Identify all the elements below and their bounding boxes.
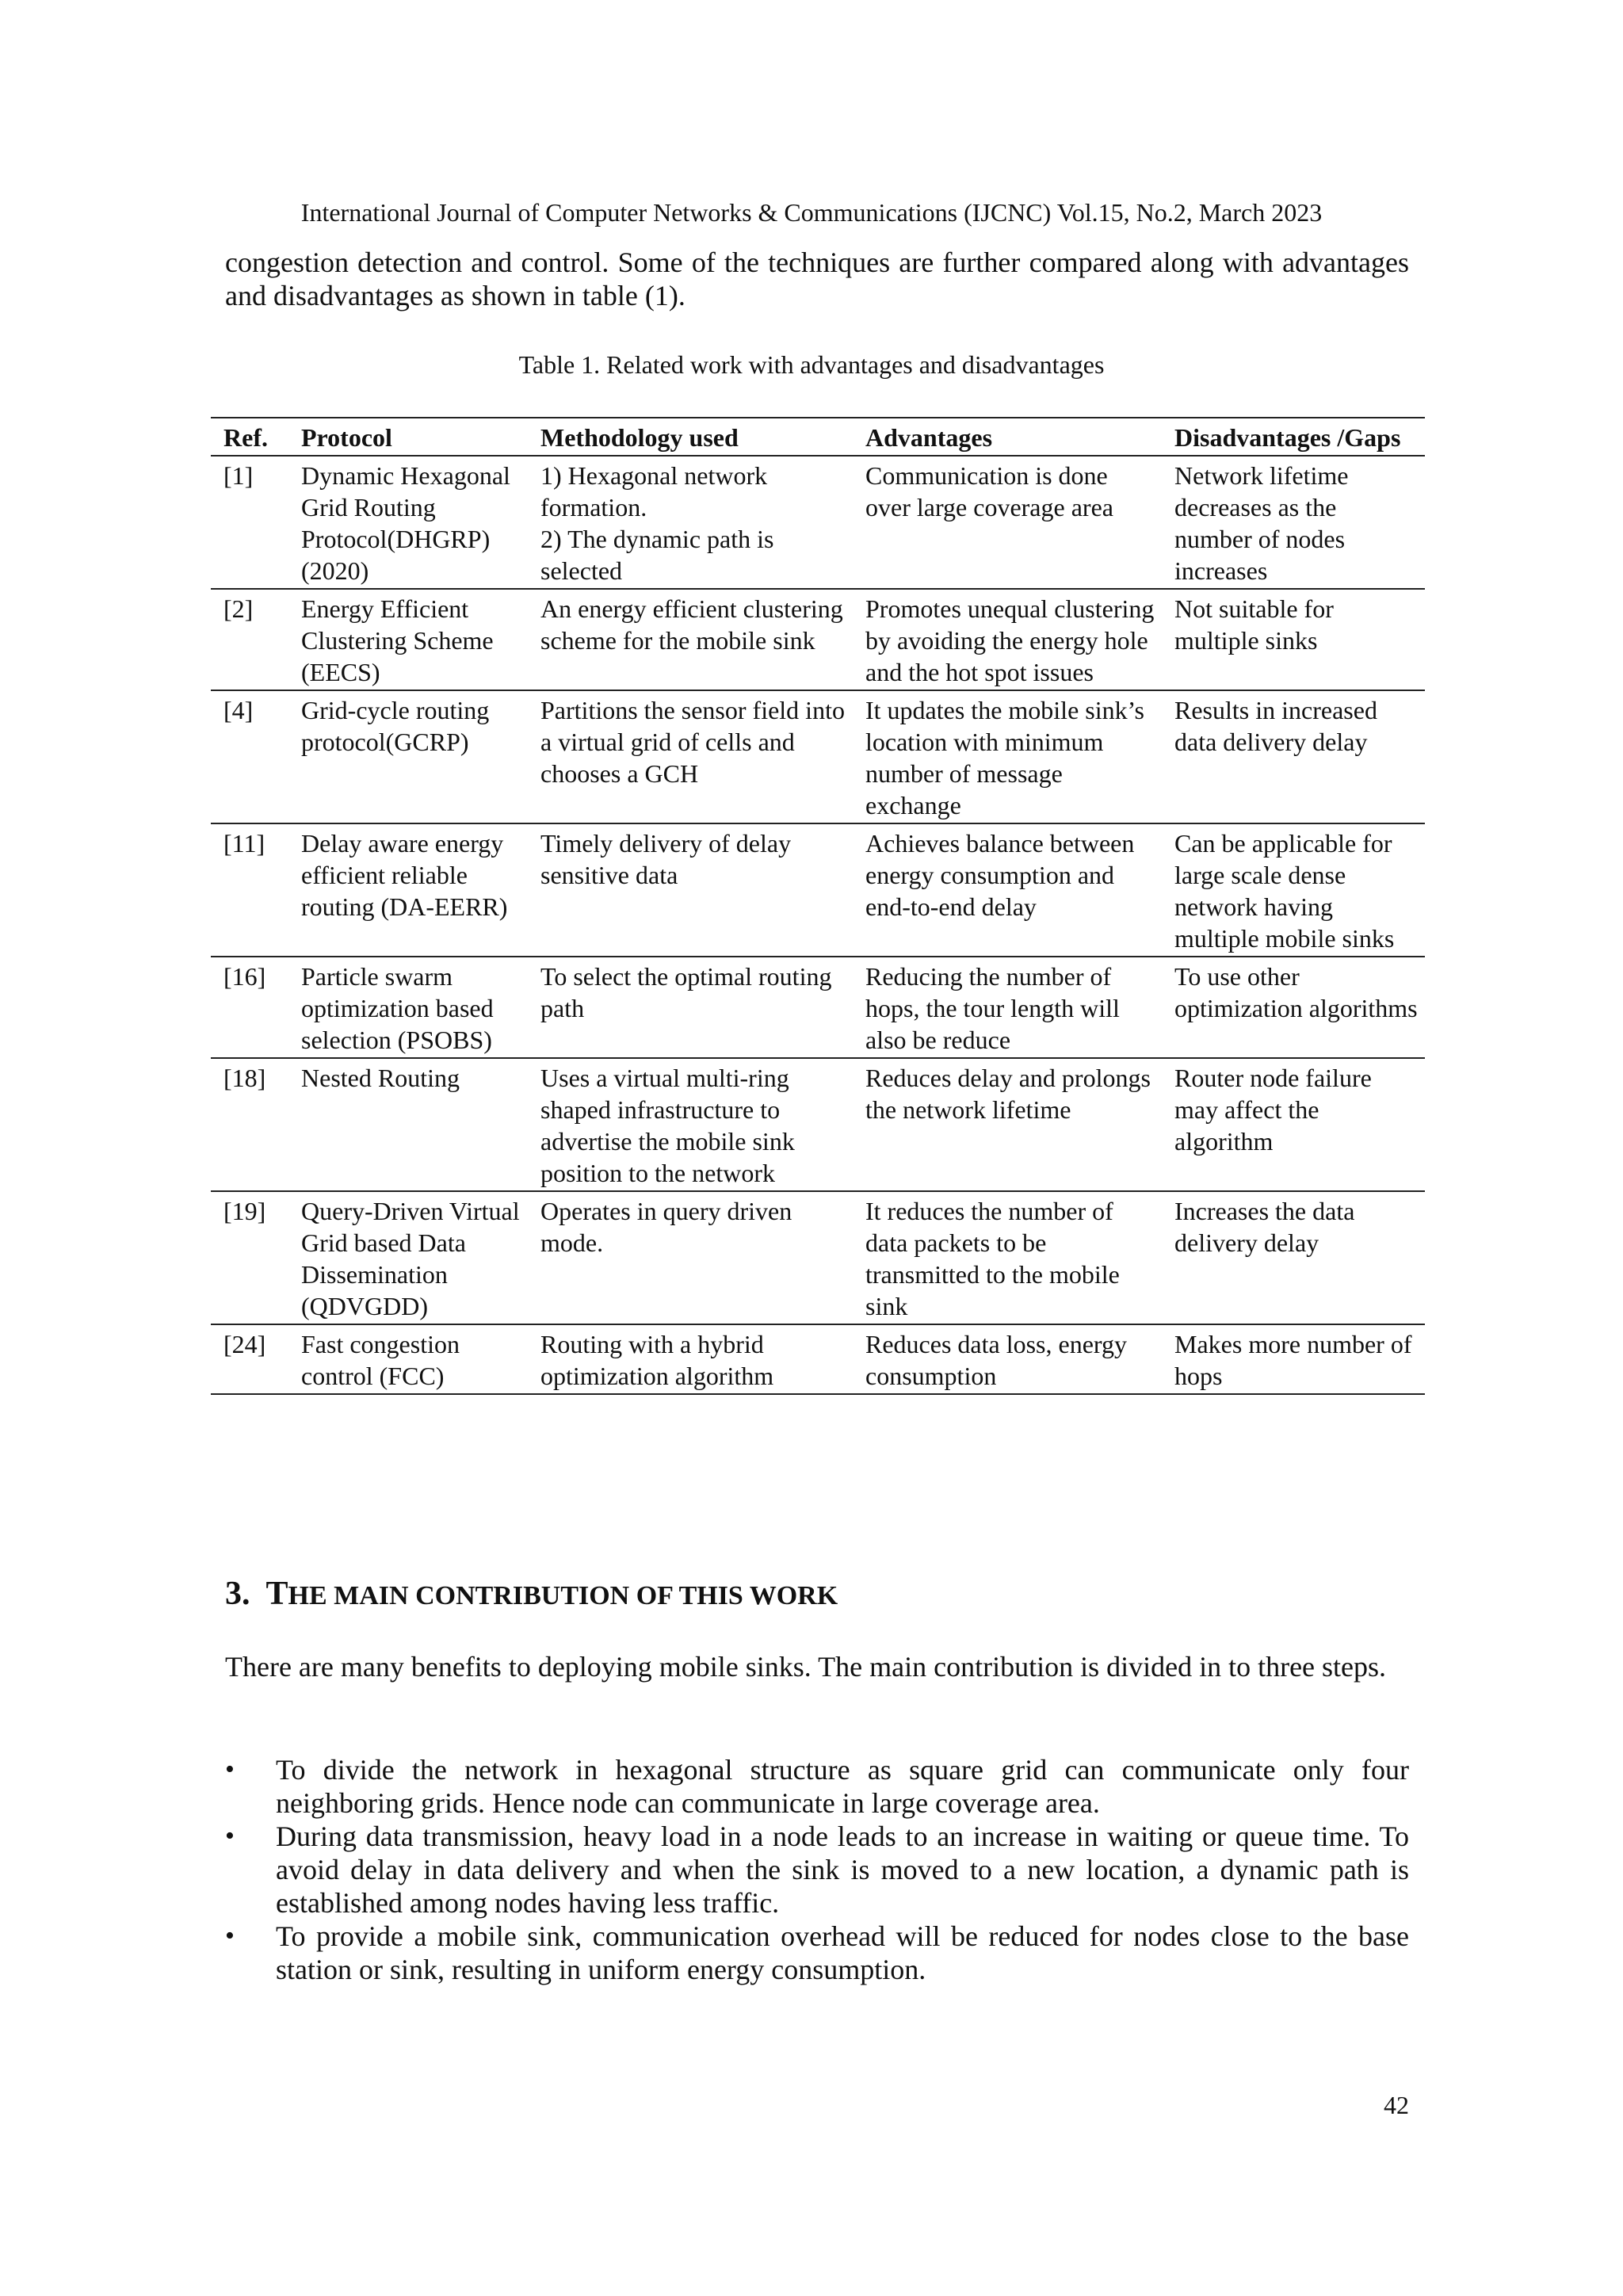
cell-protocol: Delay aware energy efficient reliable routing (DA-EERR) (288, 823, 528, 957)
table-header-row (211, 418, 1425, 456)
list-item-text: To provide a mobile sink, communication overhead will be reduced for nodes close to the base station or sink, resulting in uniform energy consumption. (276, 1920, 1409, 1985)
list-item (225, 1920, 1409, 1986)
cell-ref: [19] (211, 1191, 288, 1324)
list-item-text: During data transmission, heavy load in a node leads to an increase in waiting or queue time. To avoid delay in data delivery and when the sink is moved to a new location, a dynamic path is established among nodes having less traffic. (276, 1820, 1409, 1919)
section-title-rest: HE MAIN CONTRIBUTION OF THIS WORK (288, 1581, 838, 1610)
section-title-initial: T (265, 1576, 288, 1612)
column-header-methodology: Methodology used (528, 418, 853, 456)
cell-advantages: Reduces data loss, energy consumption (853, 1324, 1162, 1394)
cell-advantages: Reduces delay and prolongs the network lifetime (853, 1058, 1162, 1191)
bullet-marker: • (225, 1755, 235, 1784)
table-row (211, 823, 1425, 957)
bullet-marker: • (225, 1821, 235, 1851)
table-row (211, 456, 1425, 589)
cell-disadvantages: To use other optimization algorithms (1162, 957, 1425, 1058)
list-item (225, 1753, 1409, 1820)
cell-protocol: Query-Driven Virtual Grid based Data Dissemination (QDVGDD) (288, 1191, 528, 1324)
cell-disadvantages: Not suitable for multiple sinks (1162, 589, 1425, 690)
table-row (211, 1058, 1425, 1191)
cell-protocol: Particle swarm optimization based selection (PSOBS) (288, 957, 528, 1058)
cell-ref: [4] (211, 690, 288, 823)
cell-methodology: An energy efficient clustering scheme for the mobile sink (528, 589, 853, 690)
table-caption: Table 1. Related work with advantages and disadvantages (518, 350, 1105, 379)
cell-disadvantages: Makes more number of hops (1162, 1324, 1425, 1394)
contribution-paragraph: There are many benefits to deploying mobile sinks. The main contribution is divided in to three steps. (225, 1651, 1387, 1683)
cell-advantages: It reduces the number of data packets to be transmitted to the mobile sink (853, 1191, 1162, 1324)
list-item-text: To divide the network in hexagonal structure as square grid can communicate only four neighboring grids. Hence node can communicate in large coverage area. (276, 1754, 1409, 1819)
cell-ref: [1] (211, 456, 288, 589)
cell-protocol: Dynamic Hexagonal Grid Routing Protocol(DHGRP) (2020) (288, 456, 528, 589)
cell-methodology: 1) Hexagonal network formation. 2) The dynamic path is selected (528, 456, 853, 589)
section-heading (225, 1576, 838, 1614)
column-header-protocol: Protocol (288, 418, 528, 456)
cell-advantages: It updates the mobile sink’s location with minimum number of message exchange (853, 690, 1162, 823)
intro-paragraph: congestion detection and control. Some of the techniques are further compared along with advantages and disadvantages as shown in table (1). (225, 246, 1409, 311)
cell-ref: [11] (211, 823, 288, 957)
cell-ref: [24] (211, 1324, 288, 1394)
cell-advantages: Communication is done over large coverage area (853, 456, 1162, 589)
cell-protocol: Nested Routing (288, 1058, 528, 1191)
cell-disadvantages: Can be applicable for large scale dense network having multiple mobile sinks (1162, 823, 1425, 957)
cell-advantages: Reducing the number of hops, the tour length will also be reduce (853, 957, 1162, 1058)
cell-methodology: Routing with a hybrid optimization algorithm (528, 1324, 853, 1394)
cell-protocol: Grid-cycle routing protocol(GCRP) (288, 690, 528, 823)
cell-ref: [18] (211, 1058, 288, 1191)
cell-methodology: Operates in query driven mode. (528, 1191, 853, 1324)
running-header: International Journal of Computer Networks & Communications (IJCNC) Vol.15, No.2, March 2023 (300, 198, 1323, 227)
column-header-advantages: Advantages (853, 418, 1162, 456)
table-row (211, 690, 1425, 823)
table-row (211, 589, 1425, 690)
cell-protocol: Energy Efficient Clustering Scheme (EECS) (288, 589, 528, 690)
cell-advantages: Achieves balance between energy consumption and end-to-end delay (853, 823, 1162, 957)
column-header-ref: Ref. (211, 418, 288, 456)
bullet-marker: • (225, 1921, 235, 1950)
cell-ref: [16] (211, 957, 288, 1058)
cell-advantages: Promotes unequal clustering by avoiding the energy hole and the hot spot issues (853, 589, 1162, 690)
cell-disadvantages: Router node failure may affect the algorithm (1162, 1058, 1425, 1191)
cell-methodology: Uses a virtual multi-ring shaped infrastructure to advertise the mobile sink position to the network (528, 1058, 853, 1191)
cell-disadvantages: Results in increased data delivery delay (1162, 690, 1425, 823)
section-number: 3. (225, 1576, 250, 1612)
cell-ref: [2] (211, 589, 288, 690)
page-number: 42 (1384, 2091, 1409, 2119)
cell-methodology: To select the optimal routing path (528, 957, 853, 1058)
column-header-disadvantages: Disadvantages /Gaps (1162, 418, 1425, 456)
table-row (211, 957, 1425, 1058)
list-item (225, 1820, 1409, 1920)
contribution-list (225, 1753, 1409, 1986)
cell-disadvantages: Network lifetime decreases as the number of nodes increases (1162, 456, 1425, 589)
related-work-table (211, 417, 1425, 1395)
cell-methodology: Timely delivery of delay sensitive data (528, 823, 853, 957)
cell-methodology: Partitions the sensor field into a virtual grid of cells and chooses a GCH (528, 690, 853, 823)
table-row (211, 1191, 1425, 1324)
cell-protocol: Fast congestion control (FCC) (288, 1324, 528, 1394)
table-row (211, 1324, 1425, 1394)
cell-disadvantages: Increases the data delivery delay (1162, 1191, 1425, 1324)
